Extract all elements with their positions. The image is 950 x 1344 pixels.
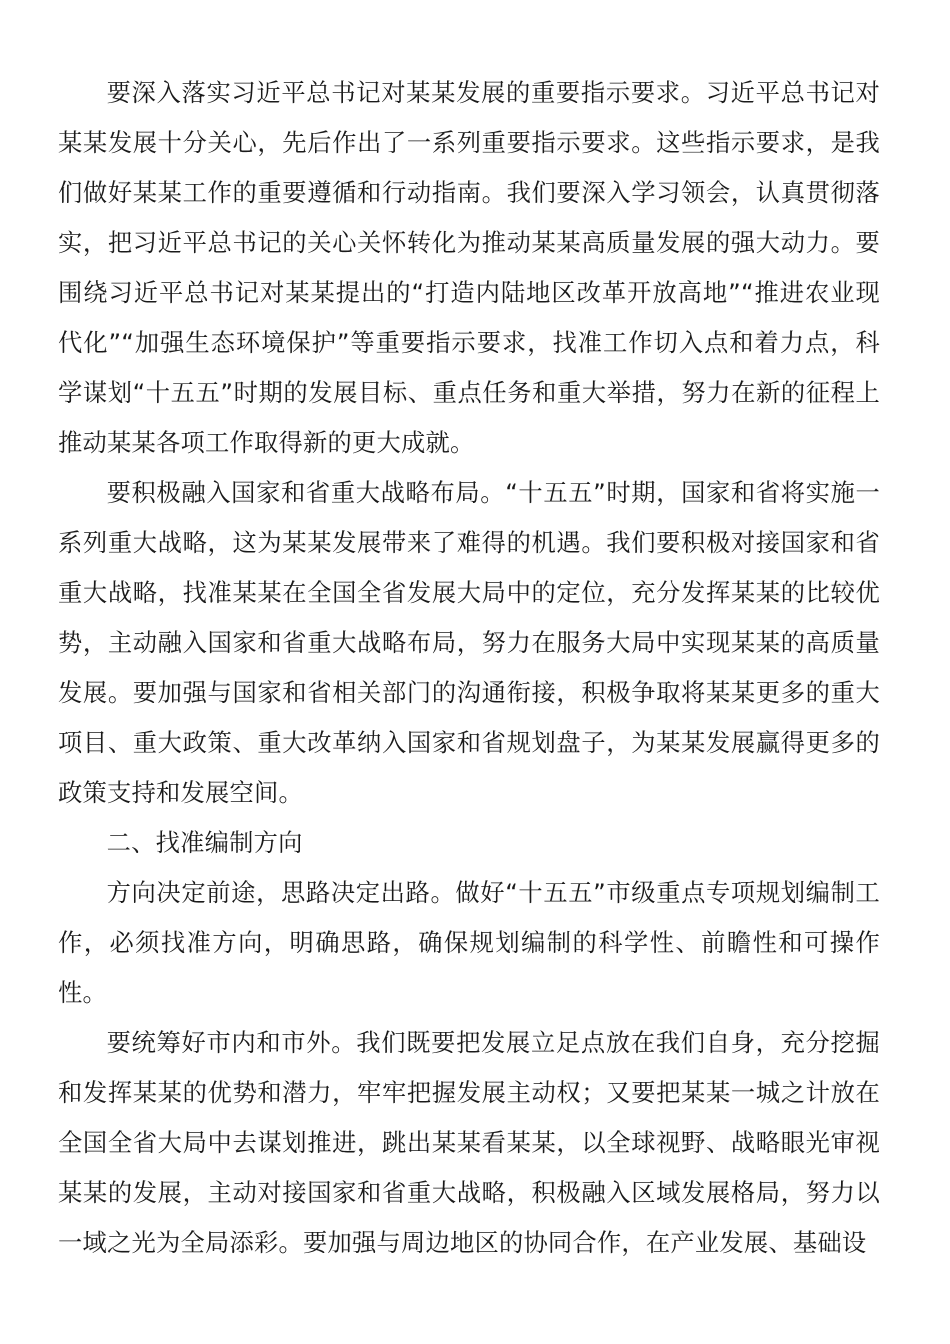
paragraph-direction-intro: 方向决定前途，思路决定出路。做好“十五五”市级重点专项规划编制工作，必须找准方向，明确思路，确保规划编制的科学性、前瞻性和可操作性。 — [58, 878, 880, 1007]
paragraph-internal-external: 要统筹好市内和市外。我们既要把发展立足点放在我们自身，充分挖掘和发挥某某的优势和潜力，牢牢把握发展主动权；又要把某某一城之计放在全国全省大局中去谋划推进，跳出某某看某某，以全球视野、战略眼光审视某某的发展，主动对接国家和省重大战略，积极融入区域发展格局，努力以一域之光为全局添彩。要加强与周边地区的协同合作，在产业发展、基础设 — [58, 1028, 880, 1257]
paragraph-implement-instructions: 要深入落实习近平总书记对某某发展的重要指示要求。习近平总书记对某某发展十分关心，先后作出了一系列重要指示要求。这些指示要求，是我们做好某某工作的重要遵循和行动指南。我们要深入学习领会，认真贯彻落实，把习近平总书记的关心关怀转化为推动某某高质量发展的强大动力。要围绕习近平总书记对某某提出的“打造内陆地区改革开放高地”“推进农业现代化”“加强生态环境保护”等重要指示要求，找准工作切入点和着力点，科学谋划“十五五”时期的发展目标、重点任务和重大举措，努力在新的征程上推动某某各项工作取得新的更大成就。 — [58, 78, 880, 457]
section-heading-direction: 二、找准编制方向 — [106, 828, 303, 857]
document-body — [58, 68, 880, 1268]
paragraph-integrate-strategy: 要积极融入国家和省重大战略布局。“十五五”时期，国家和省将实施一系列重大战略，这为某某发展带来了难得的机遇。我们要积极对接国家和省重大战略，找准某某在全国全省发展大局中的定位，充分发挥某某的比较优势，主动融入国家和省重大战略布局，努力在服务大局中实现某某的高质量发展。要加强与国家和省相关部门的沟通衔接，积极争取将某某更多的重大项目、重大政策、重大改革纳入国家和省规划盘子，为某某发展赢得更多的政策支持和发展空间。 — [58, 478, 880, 807]
